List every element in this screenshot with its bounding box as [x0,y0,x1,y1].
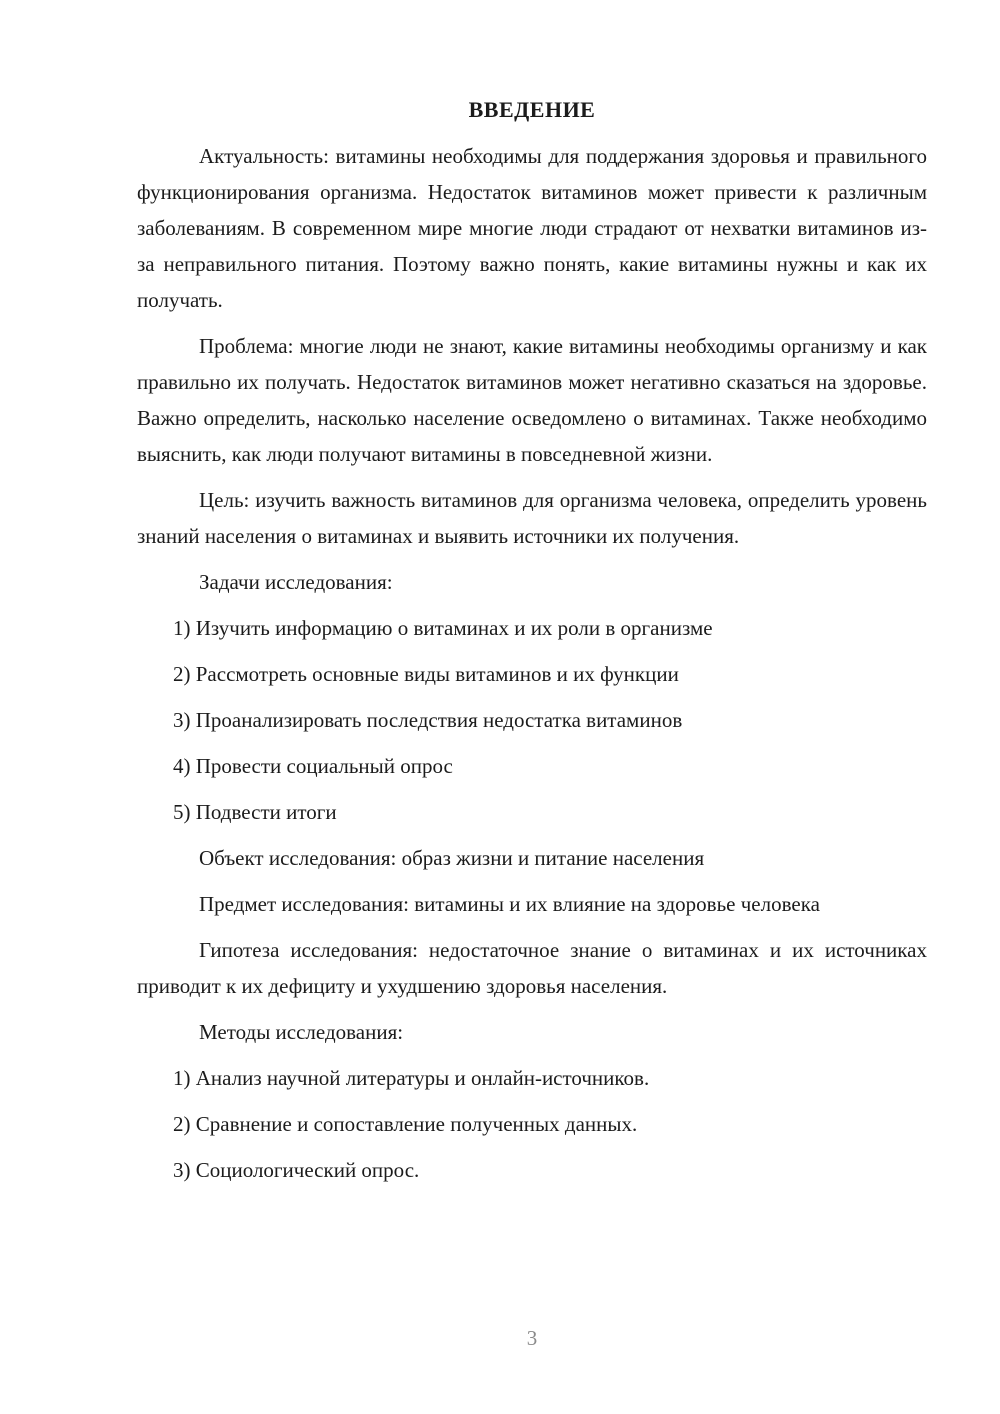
paragraph-object: Объект исследования: образ жизни и питание населения [199,846,705,870]
methods-heading: Методы исследования: [199,1020,404,1044]
paragraph-goal: Цель: изучить важность витаминов для организма человека, определить уровень знаний населения о витаминах и выявить источники их получения. [137,488,927,548]
task-item: 3) Проанализировать последствия недостатка витаминов [173,708,683,732]
task-item: 5) Подвести итоги [173,800,337,824]
task-item: 1) Изучить информацию о витаминах и их роли в организме [173,616,713,640]
paragraph-hypothesis: Гипотеза исследования: недостаточное знание о витаминах и их источниках приводит к их дефициту и ухудшению здоровья населения. [137,938,927,998]
task-item: 4) Провести социальный опрос [173,754,453,778]
page-title: ВВЕДЕНИЕ [468,97,596,122]
paragraph-actuality: Актуальность: витамины необходимы для поддержания здоровья и правильного функционирования организма. Недостаток витаминов может привести к различным заболеваниям. В современном мире многие люди страдают от нехватки витаминов из-за неправильного питания. Поэтому важно понять, какие витамины нужны и как их получать. [137,144,927,312]
method-item: 1) Анализ научной литературы и онлайн-источников. [173,1066,650,1090]
paragraph-problem: Проблема: многие люди не знают, какие витамины необходимы организму и как правильно их получать. Недостаток витаминов может негативно сказаться на здоровье. Важно определить, насколько население осведомлено о витаминах. Также необходимо выяснить, как люди получают витамины в повседневной жизни. [137,334,927,466]
page-number: 3 [526,1326,538,1350]
task-item: 2) Рассмотреть основные виды витаминов и их функции [173,662,679,686]
method-item: 2) Сравнение и сопоставление полученных данных. [173,1112,638,1136]
paragraph-subject: Предмет исследования: витамины и их влияние на здоровье человека [199,892,820,916]
method-item: 3) Социологический опрос. [173,1158,420,1182]
tasks-heading: Задачи исследования: [199,570,393,594]
